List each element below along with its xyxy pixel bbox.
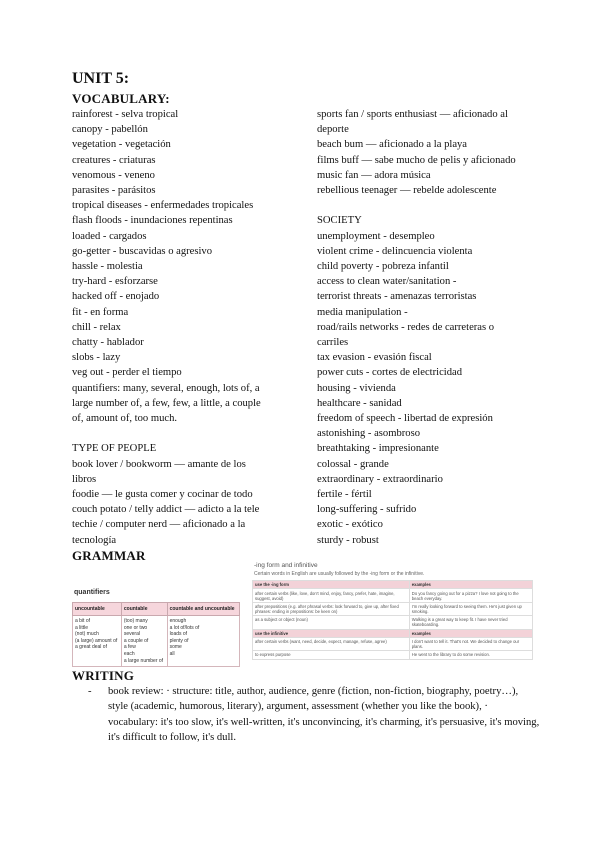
section-subheading: SOCIETY (317, 215, 362, 227)
vocab-entry: deporte (317, 124, 349, 136)
grammar-heading: GRAMMAR (72, 548, 146, 563)
vocab-entry: try-hard - esforzarse (72, 276, 158, 288)
writing-heading: WRITING (72, 668, 135, 683)
vocab-entry: housing - vivienda (317, 382, 396, 394)
table-row (253, 589, 533, 602)
table-cell: examples (409, 629, 532, 637)
vocab-entry: colossal - grande (317, 458, 389, 470)
quantifiers-header-countable: countable (121, 603, 167, 616)
vocab-entry: freedom of speech - libertad de expresión (317, 413, 493, 425)
vocab-entry: quantifiers: many, several, enough, lots of, a (72, 382, 260, 394)
table-cell: examples (409, 581, 532, 589)
vocab-entry: chill - relax (72, 321, 121, 333)
vocab-entry: large number of, a few, few, a little, a couple (72, 397, 261, 409)
vocab-entry: sturdy - robust (317, 534, 379, 546)
spacer (317, 198, 542, 213)
table-row (253, 602, 533, 615)
ing-infinitive-table-image (250, 562, 535, 662)
list-bullet: - (88, 686, 92, 697)
vocab-entry: loaded - cargados (72, 230, 147, 242)
vocabulary-left-column (72, 107, 312, 548)
vocab-entry: rebellious teenager — rebelde adolescente (317, 185, 497, 197)
vocab-entry: slobs - lazy (72, 352, 121, 364)
vocab-entry: beach bum — aficionado a la playa (317, 139, 468, 151)
vocab-entry: libros (72, 473, 97, 485)
table-cell: I don't want to tell it. That's not. We decided to change our plans. (409, 637, 532, 650)
table-cell: use the -ing form (253, 581, 410, 589)
vocab-entry: road/rails networks - redes de carreteras o (317, 321, 495, 333)
quantifiers-cell-countable: (too) many one or two several a couple of a few each a large number of (121, 616, 167, 667)
quantifiers-header-uncountable: uncountable (73, 603, 122, 616)
vocab-entry: canopy - pabellón (72, 124, 148, 136)
unit-title: UNIT 5: (72, 70, 130, 87)
section-subheading: TYPE OF PEOPLE (72, 443, 157, 455)
quantifiers-header-both: countable and uncountable (167, 603, 239, 616)
vocab-entry: tropical diseases - enfermedades tropicales (72, 200, 254, 212)
vocab-entry: veg out - perder el tiempo (72, 367, 182, 379)
vocab-entry: creatures - criaturas (72, 154, 156, 166)
vocab-entry: films buff — sabe mucho de pelis y aficionado (317, 154, 516, 166)
table-cell: Walking is a great way to keep fit. I have never tried skateboarding. (409, 616, 532, 629)
vocab-entry: child poverty - pobreza infantil (317, 261, 449, 273)
vocab-entry: techie / computer nerd — aficionado a la (72, 519, 246, 531)
table-cell: after certain verbs (like, love, don't mind, enjoy, fancy, prefer, hate, imagine, suggest, avoid) (253, 589, 410, 602)
vocab-entry: foodie — le gusta comer y cocinar de todo (72, 489, 253, 501)
vocab-entry: hassle - molestia (72, 261, 143, 273)
vocab-entry: venomous - veneno (72, 169, 155, 181)
vocab-entry: sports fan / sports enthusiast — aficionado al (317, 109, 508, 120)
table-cell: Do you fancy going out for a pizza? I love not going to the beach everyday. (409, 589, 532, 602)
quantifiers-table-image (72, 585, 240, 664)
writing-list-item (90, 684, 540, 746)
table-cell: as a subject or object (noun) (253, 616, 410, 629)
table-cell: use the infinitive (253, 629, 410, 637)
vocab-entry: power cuts - cortes de electricidad (317, 367, 463, 379)
vocab-entry: violent crime - delincuencia violenta (317, 245, 473, 257)
vocab-entry: tax evasion - evasión fiscal (317, 352, 432, 364)
vocab-entry: of, amount of, too much. (72, 413, 178, 425)
table-cell: after prepositions (e.g. after phrasal verbs: look forward to, give up, after fixed phrases: ending in prepositions: be keen on) (253, 602, 410, 615)
quantifiers-cell-both: enough a lot of/lots of loads of plenty of some all (167, 616, 239, 667)
vocab-entry: access to clean water/sanitation - (317, 276, 457, 288)
table-cell: to express purpose (253, 651, 410, 659)
vocab-entry: carriles (317, 337, 349, 349)
ing-infinitive-table (252, 580, 533, 660)
vocab-entry: breathtaking - impresionante (317, 443, 439, 455)
table-header-row (253, 629, 533, 637)
vocab-entry: vegetation - vegetación (72, 139, 171, 151)
quantifiers-cell-uncountable: a bit of a little (not) much (a large) amount of a great deal of (73, 616, 122, 667)
vocab-entry: chatty - hablador (72, 337, 144, 349)
table-cell: I'm really looking forward to seeing them. He's just given up smoking. (409, 602, 532, 615)
vocab-entry: go-getter - buscavidas o agresivo (72, 245, 213, 257)
vocab-entry: flash floods - inundaciones repentinas (72, 215, 233, 227)
table-header-row (253, 581, 533, 589)
table-cell: He went to the library to do some revision. (409, 651, 532, 659)
quantifiers-table (72, 602, 240, 667)
vocab-entry: couch potato / telly addict — adicto a la tele (72, 504, 260, 516)
vocab-entry: hacked off - enojado (72, 291, 160, 303)
vocab-entry: long-suffering - sufrido (317, 504, 417, 516)
vocab-entry: extraordinary - extraordinario (317, 473, 443, 485)
vocab-entry: book lover / bookworm — amante de los (72, 458, 246, 470)
vocabulary-heading: VOCABULARY: (72, 91, 170, 106)
vocab-entry: parasites - parásitos (72, 185, 156, 197)
vocabulary-right-column (317, 107, 542, 548)
writing-text: book review: · structure: title, author, audience, genre (fiction, non-fiction, biography, poetry…), style (academic, humorous, literary), argument, assessment (whether you like the book), · vocabulary: it's too slow, it's well-written, it's unconvincing, it's charming, it's persuasive, it's moving, it's difficult to follow, it's dull. (108, 686, 540, 744)
ing-infinitive-subtitle: Certain words in English are usually followed by the -ing form or the infinitive. (254, 571, 425, 577)
quantifiers-title: quantifiers (74, 589, 110, 596)
ing-infinitive-title: -ing form and infinitive (254, 562, 318, 569)
vocab-entry: media manipulation - (317, 306, 408, 318)
vocab-entry: exotic - exótico (317, 519, 383, 531)
spacer (72, 426, 312, 441)
vocab-entry: terrorist threats - amenazas terroristas (317, 291, 477, 303)
table-cell: after certain verbs (want, need, decide, expect, manage, refuse, agree) (253, 637, 410, 650)
vocab-entry: healthcare - sanidad (317, 397, 402, 409)
vocab-entry: tecnología (72, 534, 117, 546)
vocab-entry: fertile - fértil (317, 489, 372, 501)
vocab-entry: astonishing - asombroso (317, 428, 420, 440)
table-row (253, 637, 533, 650)
table-row (253, 651, 533, 659)
vocab-entry: music fan — adora música (317, 169, 431, 181)
vocab-entry: rainforest - selva tropical (72, 109, 179, 120)
table-row (253, 616, 533, 629)
vocab-entry: unemployment - desempleo (317, 230, 435, 242)
vocab-entry: fit - en forma (72, 306, 129, 318)
